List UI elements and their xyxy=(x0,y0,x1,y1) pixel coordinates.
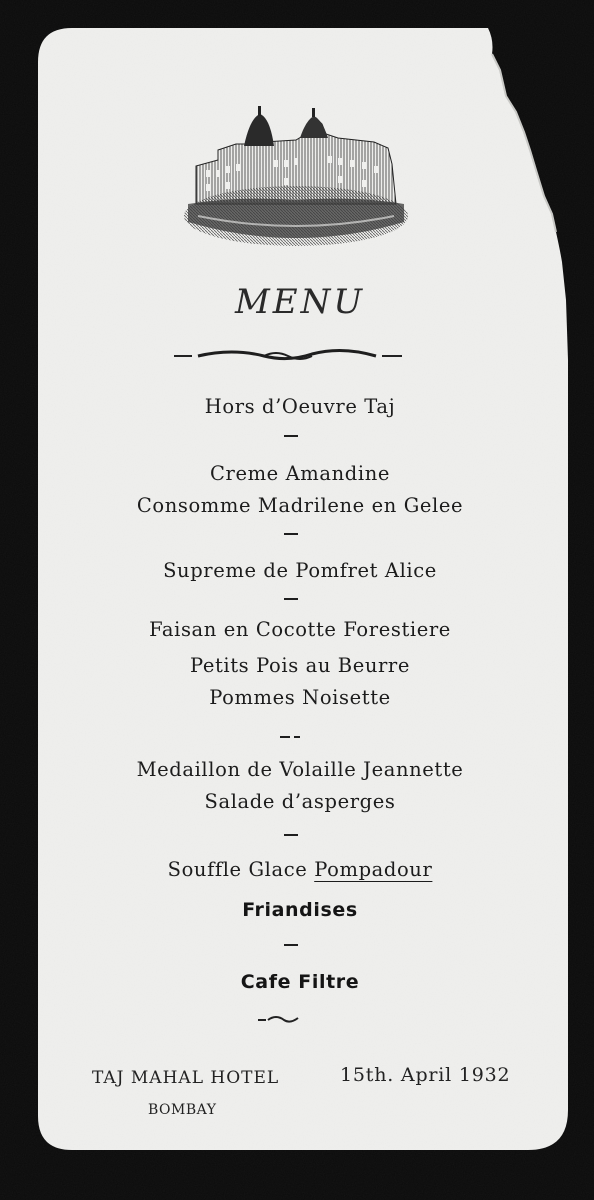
hotel-name: TAJ MAHAL HOTEL xyxy=(92,1068,280,1088)
course-faisan: Faisan en Cocotte Forestiere xyxy=(149,618,451,641)
course-separator-dot xyxy=(294,736,300,738)
course-petits-pois: Petits Pois au Beurre xyxy=(189,654,410,677)
course-pommes-noisette: Pommes Noisette xyxy=(209,686,391,709)
end-flourish-divider xyxy=(256,1012,300,1026)
souffle-underlined-text: Pompadour xyxy=(314,858,433,881)
course-separator xyxy=(284,435,298,437)
souffle-text: Souffle Glace xyxy=(167,858,308,881)
title-flourish-divider xyxy=(172,344,404,366)
course-separator xyxy=(284,944,298,946)
course-consomme: Consomme Madrilene en Gelee xyxy=(136,494,464,517)
course-separator xyxy=(280,736,290,738)
course-hors-doeuvre: Hors d’Oeuvre Taj xyxy=(204,395,396,418)
course-souffle xyxy=(40,858,560,882)
course-separator xyxy=(284,834,298,836)
hotel-city: BOMBAY xyxy=(148,1102,217,1118)
course-friandises: Friandises xyxy=(242,899,358,921)
course-creme-amandine: Creme Amandine xyxy=(210,462,390,485)
course-medaillon: Medaillon de Volaille Jeannette xyxy=(136,758,464,781)
menu-date: 15th. April 1932 xyxy=(340,1064,511,1086)
menu-title: MENU xyxy=(234,282,366,322)
course-separator xyxy=(284,598,298,600)
course-pomfret: Supreme de Pomfret Alice xyxy=(163,559,437,582)
course-salade: Salade d’asperges xyxy=(204,790,396,813)
hotel-engraving-illustration xyxy=(178,104,414,256)
course-cafe-filtre: Cafe Filtre xyxy=(240,971,360,993)
course-separator xyxy=(284,533,298,535)
